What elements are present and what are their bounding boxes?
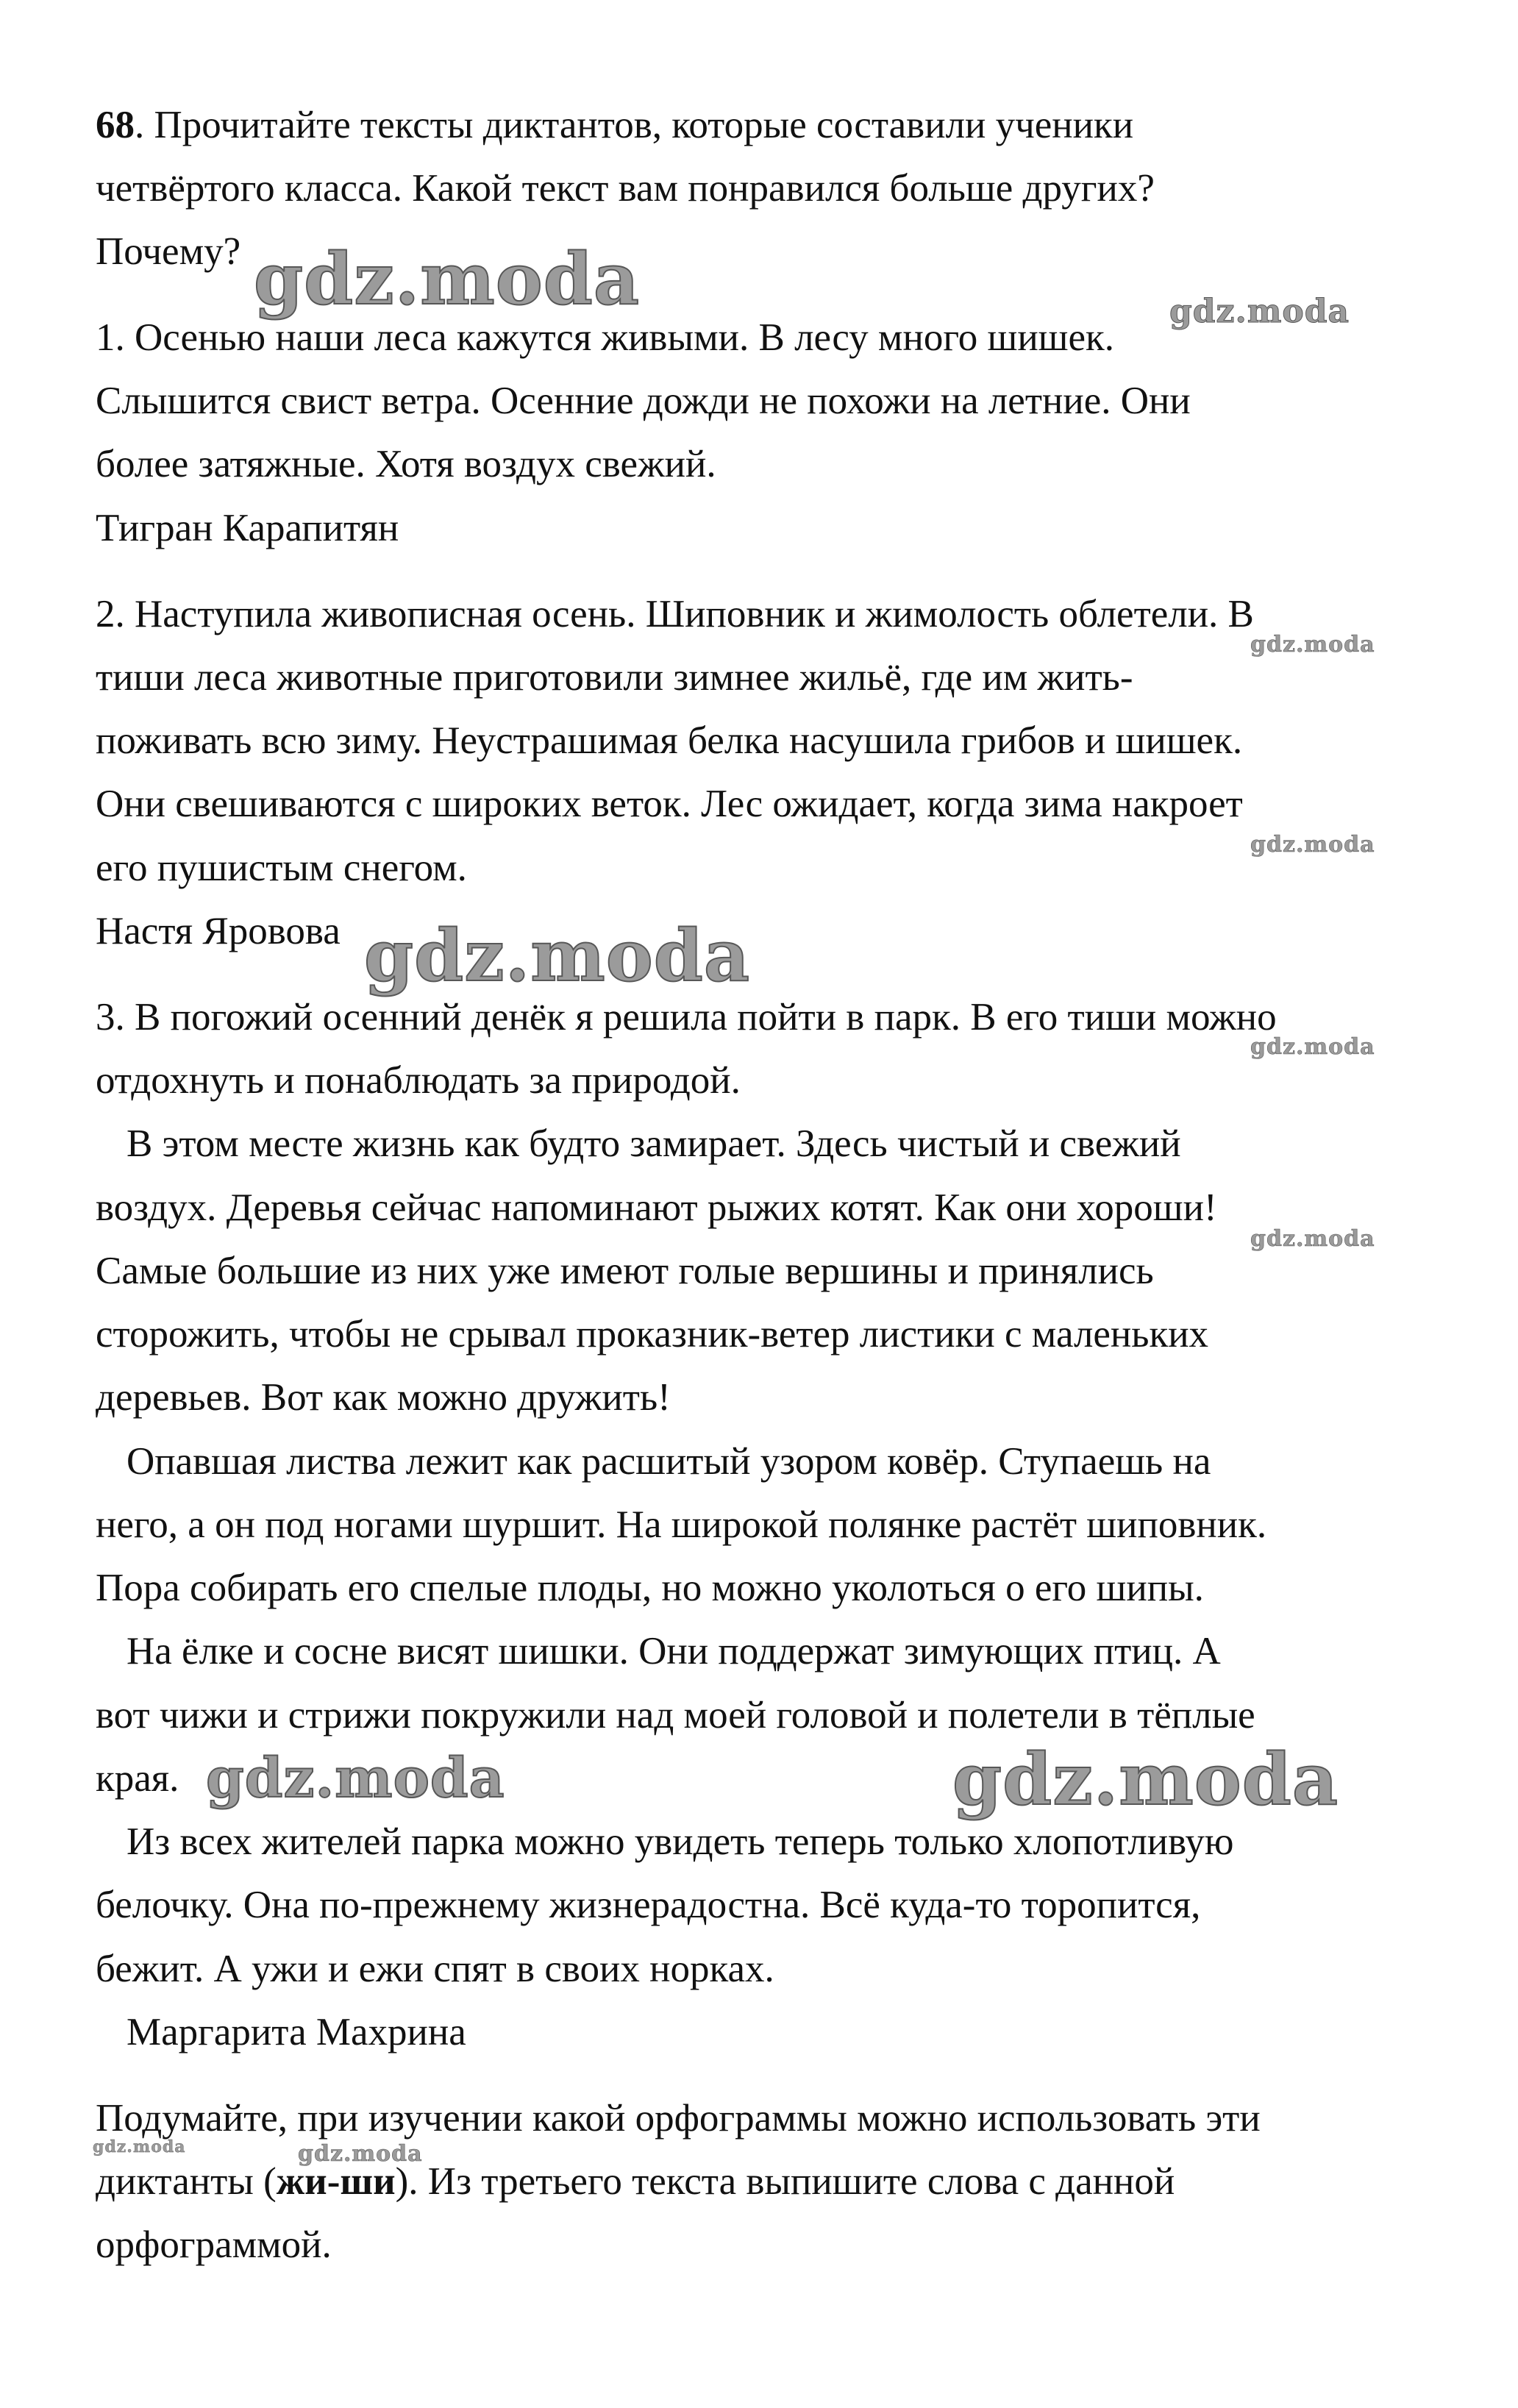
- dictation-3-line-12: вот чижи и стрижи покружили над моей головой и полетели в тёплые: [96, 1694, 1255, 1736]
- dictation-3-line-4: воздух. Деревья сейчас напоминают рыжих котят. Как они хороши!: [96, 1186, 1217, 1229]
- dictation-2-line-2: тиши леса животные приготовили зимнее жильё, где им жить-: [96, 656, 1133, 699]
- watermark: gdz.moda: [1250, 832, 1375, 858]
- dictation-3-line-11: На ёлке и сосне висят шишки. Они поддержат зимующих птиц. А: [126, 1630, 1221, 1673]
- dictation-1-line-1: 1. Осенью наши леса кажутся живыми. В лесу много шишек.: [96, 316, 1115, 359]
- dictation-3-line-2: отдохнуть и понаблюдать за природой.: [96, 1059, 741, 1102]
- dictation-3-line-3: В этом месте жизнь как будто замирает. Здесь чистый и свежий: [126, 1122, 1181, 1165]
- watermark: gdz.moda: [254, 238, 641, 321]
- dictation-3-line-5: Самые большие из них уже имеют голые вершины и принялись: [96, 1250, 1154, 1292]
- assignment-line-1: Подумайте, при изучении какой орфограммы можно использовать эти: [96, 2097, 1261, 2140]
- dictation-3-line-13: края.: [96, 1757, 179, 1800]
- dictation-3-line-7: деревьев. Вот как можно дружить!: [96, 1376, 671, 1419]
- orthogram-bold: жи-ши: [276, 2160, 396, 2203]
- task-intro-line-2: четвёртого класса. Какой текст вам понравился больше других?: [96, 167, 1155, 210]
- dictation-2-line-5: его пушистым снегом.: [96, 847, 467, 889]
- task-intro-line-3: Почему?: [96, 230, 241, 273]
- dictation-3-line-9: него, а он под ногами шуршит. На широкой полянке растёт шиповник.: [96, 1503, 1267, 1546]
- dictation-2-line-4: Они свешиваются с широких веток. Лес ожидает, когда зима накроет: [96, 783, 1243, 825]
- dictation-2-line-3: поживать всю зиму. Неустрашимая белка насушила грибов и шишек.: [96, 719, 1243, 762]
- watermark: gdz.moda: [93, 2137, 186, 2156]
- watermark: gdz.moda: [298, 2141, 423, 2167]
- watermark: gdz.moda: [206, 1747, 505, 1810]
- task-number: 68: [96, 104, 135, 146]
- dictation-1-line-2: Слышится свист ветра. Осенние дожди не похожи на летние. Они: [96, 380, 1191, 422]
- dictation-3-line-14: Из всех жителей парка можно увидеть теперь только хлопотливую: [126, 1820, 1234, 1863]
- watermark: gdz.moda: [1250, 1034, 1375, 1060]
- watermark: gdz.moda: [1169, 293, 1350, 330]
- dictation-3-line-15: белочку. Она по-прежнему жизнерадостна. Всё куда-то торопится,: [96, 1884, 1201, 1926]
- dictation-1-line-3: более затяжные. Хотя воздух свежий.: [96, 443, 716, 485]
- task-intro-line-1: 68. Прочитайте тексты диктантов, которые составили ученики: [96, 104, 1134, 146]
- dictation-2-author: Настя Яровова: [96, 910, 341, 952]
- assignment-line-3: орфограммой.: [96, 2223, 332, 2266]
- dictation-3-line-6: сторожить, чтобы не срывал проказник-ветер листики с маленьких: [96, 1313, 1209, 1356]
- watermark: gdz.moda: [1250, 632, 1375, 658]
- watermark: gdz.moda: [1250, 1226, 1375, 1252]
- dictation-3-author: Маргарита Махрина: [126, 2011, 466, 2053]
- dictation-2-line-1: 2. Наступила живописная осень. Шиповник и жимолость облетели. В: [96, 593, 1254, 635]
- dictation-3-line-16: бежит. А ужи и ежи спят в своих норках.: [96, 1948, 774, 1990]
- assignment-line-2: диктанты (жи-ши). Из третьего текста выпишите слова с данной: [96, 2160, 1175, 2203]
- dictation-3-line-8: Опавшая листва лежит как расшитый узором ковёр. Ступаешь на: [126, 1440, 1211, 1483]
- watermark: gdz.moda: [364, 914, 751, 997]
- watermark: gdz.moda: [952, 1738, 1339, 1821]
- dictation-1-author: Тигран Карапитян: [96, 507, 399, 549]
- dictation-3-line-10: Пора собирать его спелые плоды, но можно уколоться о его шипы.: [96, 1567, 1204, 1609]
- dictation-3-line-1: 3. В погожий осенний денёк я решила пойти в парк. В его тиши можно: [96, 996, 1277, 1039]
